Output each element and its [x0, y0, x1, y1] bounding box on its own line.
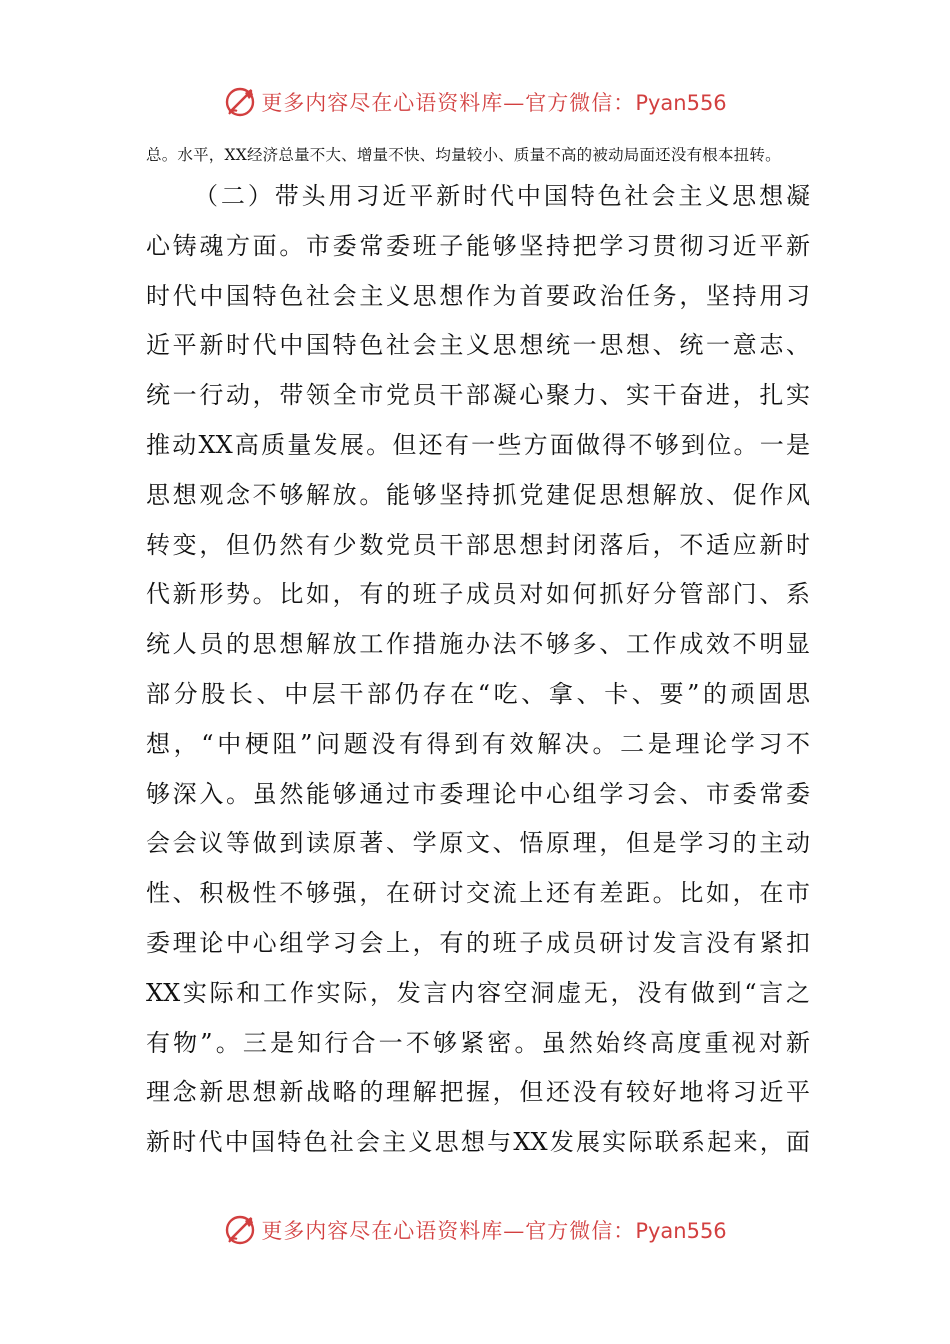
- watermark-prefix: 更多内容尽在心语资料库—官方微信：: [261, 1219, 636, 1243]
- paragraph-line: 思想观念不够解放。能够坚持抓党建促思想解放、促作风: [146, 480, 810, 509]
- paragraph-line: 统一行动，带领全市党员干部凝心聚力、实干奋进，扎实: [146, 381, 810, 410]
- paragraph-line: 会会议等做到读原著、学原文、悟原理，但是学习的主动: [146, 829, 810, 858]
- paragraph-line: 时代中国特色社会主义思想作为首要政治任务，坚持用习: [146, 281, 810, 310]
- header-watermark: [0, 82, 950, 122]
- paragraph-line: 心铸魂方面。市委常委班子能够坚持把学习贯彻习近平新: [146, 231, 810, 260]
- paragraph-line: （二）带头用习近平新时代中国特色社会主义思想凝: [194, 182, 810, 210]
- paragraph-line: 想，“中梗阻”问题没有得到有效解决。二是理论学习不: [146, 729, 810, 758]
- paragraph-line: 理念新思想新战略的理解把握，但还没有较好地将习近平: [146, 1078, 810, 1107]
- paragraph-line: 有物”。三是知行合一不够紧密。虽然始终高度重视对新: [146, 1028, 810, 1057]
- watermark-text: [261, 1215, 726, 1245]
- paragraph-line: 推动XX高质量发展。但还有一些方面做得不够到位。一是: [146, 430, 810, 459]
- paragraph-line: 代新形势。比如，有的班子成员对如何抓好分管部门、系: [146, 580, 810, 609]
- pen-logo-icon: [223, 1213, 257, 1247]
- watermark-wechat-id: Pyan556: [635, 1219, 727, 1243]
- paragraph-line: 性、积极性不够强，在研讨交流上还有差距。比如，在市: [146, 879, 810, 908]
- paragraph-line: 够深入。虽然能够通过市委理论中心组学习会、市委常委: [146, 779, 810, 808]
- paragraph-line: 转变，但仍然有少数党员干部思想封闭落后，不适应新时: [146, 530, 810, 559]
- watermark-text: [261, 87, 726, 117]
- paragraph-line: 部分股长、中层干部仍存在“吃、拿、卡、要”的顽固思: [146, 679, 810, 708]
- watermark-prefix: 更多内容尽在心语资料库—官方微信：: [261, 91, 636, 115]
- paragraph-line: 近平新时代中国特色社会主义思想统一思想、统一意志、: [146, 331, 810, 360]
- pen-logo-icon: [223, 85, 257, 119]
- paragraph-line: 新时代中国特色社会主义思想与XX发展实际联系起来，面: [146, 1128, 810, 1157]
- footer-watermark: [0, 1210, 950, 1250]
- body-paragraph: [146, 172, 810, 1168]
- paragraph-line: 统人员的思想解放工作措施办法不够多、工作成效不明显: [146, 630, 810, 659]
- paragraph-line: XX实际和工作实际，发言内容空洞虚无，没有做到“言之: [146, 978, 810, 1007]
- carryover-line: 总。水平，XX经济总量不大、增量不快、均量较小、质量不高的被动局面还没有根本扭转。: [146, 146, 781, 164]
- paragraph-line: 委理论中心组学习会上，有的班子成员研讨发言没有紧扣: [146, 928, 810, 957]
- watermark-wechat-id: Pyan556: [635, 91, 727, 115]
